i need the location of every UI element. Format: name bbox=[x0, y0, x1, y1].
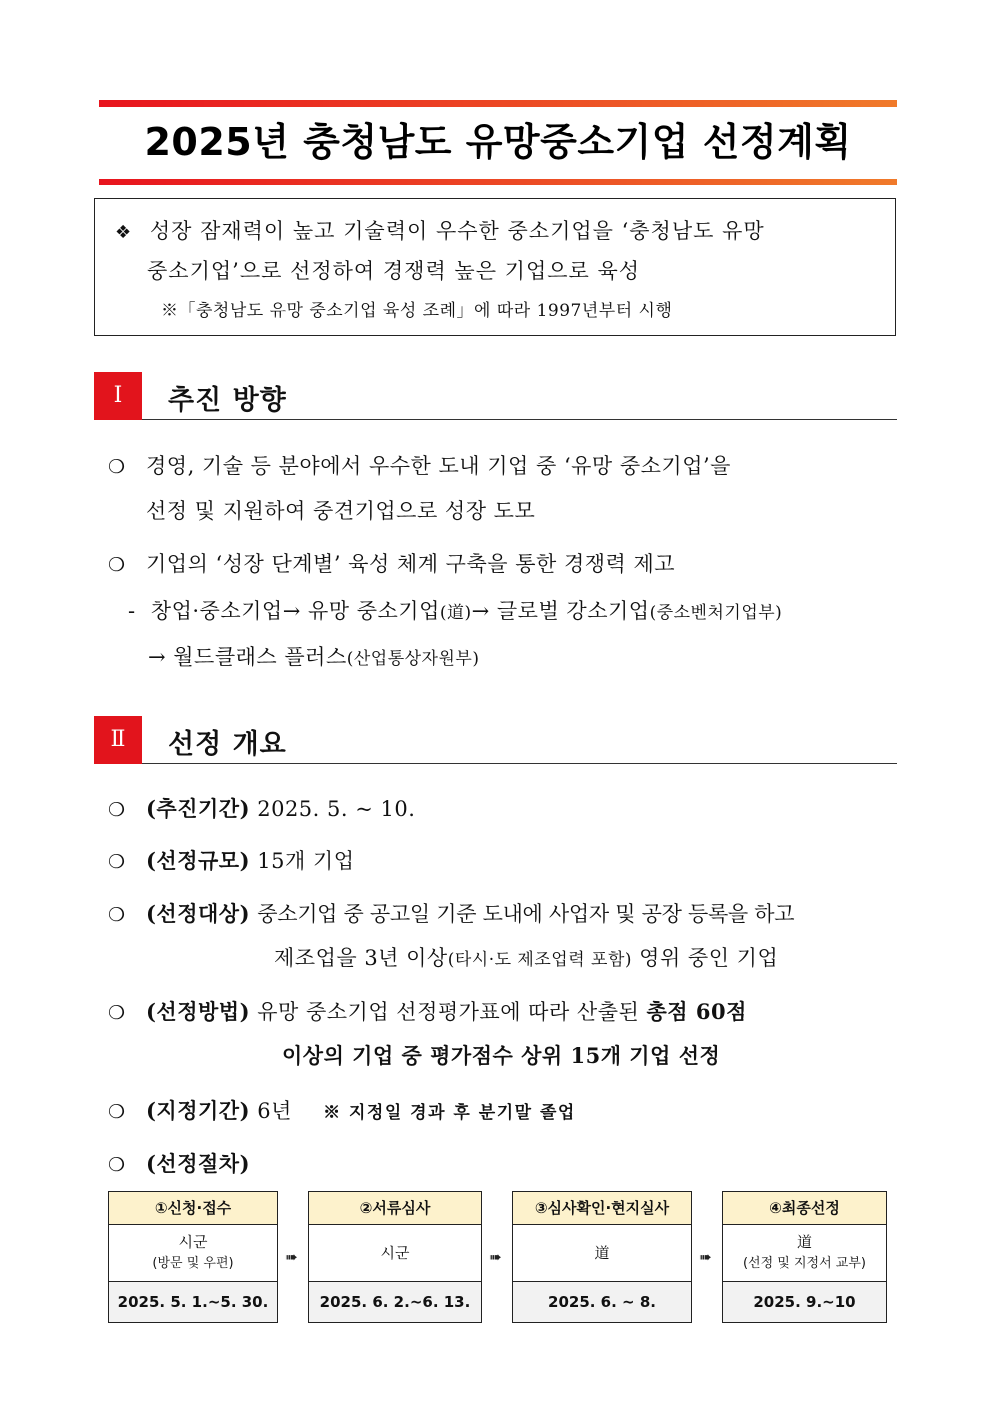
s1-item-2: ❍ 기업의 ‘성장 단계별’ 육성 체계 구축을 통한 경쟁력 제고 bbox=[108, 552, 676, 576]
arrow-icon: ➠ bbox=[285, 1248, 298, 1266]
section-1-title: 추진 방향 bbox=[168, 385, 287, 416]
step-date: 2025. 5. 1.~5. 30. bbox=[109, 1282, 277, 1322]
circle-bullet-icon: ❍ bbox=[108, 851, 126, 873]
step-body: 시군 bbox=[309, 1225, 481, 1282]
s2-period: ❍ (추진기간) 2025. 5. ~ 10. bbox=[108, 796, 416, 821]
s1-sub-item: - 창업·중소기업→ 유망 중소기업(道)→ 글로벌 강소기업(중소벤처기업부) bbox=[128, 599, 783, 623]
procedure-step-4 bbox=[722, 1191, 887, 1323]
circle-bullet-icon: ❍ bbox=[108, 1154, 126, 1176]
title-bottom-bar bbox=[99, 179, 897, 185]
section-1-rule bbox=[142, 419, 897, 420]
step-title: ①신청·접수 bbox=[109, 1192, 277, 1225]
step-body: 道 (선정 및 지정서 교부) bbox=[723, 1225, 886, 1282]
title-block bbox=[99, 100, 897, 185]
page-title: 2025년 충청남도 유망중소기업 선정계획 bbox=[144, 120, 852, 164]
step-title: ③심사확인·현지실사 bbox=[513, 1192, 691, 1225]
section-1-number: Ⅰ bbox=[94, 372, 142, 420]
procedure-step-2 bbox=[308, 1191, 482, 1323]
section-2-title: 선정 개요 bbox=[168, 729, 287, 760]
circle-bullet-icon: ❍ bbox=[108, 554, 126, 576]
step-body: 시군 (방문 및 우편) bbox=[109, 1225, 277, 1282]
procedure-step-3 bbox=[512, 1191, 692, 1323]
arrow-icon: ➠ bbox=[699, 1248, 712, 1266]
circle-bullet-icon: ❍ bbox=[108, 1101, 126, 1123]
summary-note: ※「충청남도 유망 중소기업 육성 조례」에 따라 1997년부터 시행 bbox=[161, 301, 673, 321]
section-2-rule bbox=[142, 763, 897, 764]
s2-designation: ❍ (지정기간) 6년 ※ 지정일 경과 후 분기말 졸업 bbox=[108, 1098, 576, 1123]
section-1-header bbox=[94, 372, 897, 420]
s1-sub-item-cont: → 월드클래스 플러스(산업통상자원부) bbox=[148, 645, 480, 669]
summary-box bbox=[94, 198, 896, 336]
s2-scale: ❍ (선정규모) 15개 기업 bbox=[108, 848, 355, 873]
s2-target-cont: 제조업을 3년 이상(타시·도 제조업력 포함) 영위 중인 기업 bbox=[274, 946, 779, 970]
s2-target: ❍ (선정대상) 중소기업 중 공고일 기준 도내에 사업자 및 공장 등록을 하고 bbox=[108, 901, 795, 926]
s2-method-cont: 이상의 기업 중 평가점수 상위 15개 기업 선정 bbox=[282, 1043, 721, 1068]
circle-bullet-icon: ❍ bbox=[108, 456, 126, 478]
diamond-bullet-icon: ❖ bbox=[115, 222, 133, 243]
step-date: 2025. 9.~10 bbox=[723, 1282, 886, 1322]
step-title: ②서류심사 bbox=[309, 1192, 481, 1225]
step-date: 2025. 6. 2.~6. 13. bbox=[309, 1282, 481, 1322]
circle-bullet-icon: ❍ bbox=[108, 1002, 126, 1024]
step-date: 2025. 6. ~ 8. bbox=[513, 1282, 691, 1322]
summary-line-2: 중소기업’으로 선정하여 경쟁력 높은 기업으로 육성 bbox=[147, 259, 641, 283]
procedure-step-1 bbox=[108, 1191, 278, 1323]
designation-note: ※ 지정일 경과 후 분기말 졸업 bbox=[323, 1103, 576, 1123]
s1-item-1: ❍ 경영, 기술 등 분야에서 우수한 도내 기업 중 ‘유망 중소기업’을 bbox=[108, 454, 731, 478]
circle-bullet-icon: ❍ bbox=[108, 799, 126, 821]
section-2-header bbox=[94, 716, 897, 764]
dash-bullet: - bbox=[128, 599, 136, 623]
title-top-bar bbox=[99, 100, 897, 107]
s2-procedure: ❍ (선정절차) bbox=[108, 1151, 251, 1176]
summary-line-1: 성장 잠재력이 높고 기술력이 우수한 중소기업을 ‘충청남도 유망 bbox=[149, 219, 765, 243]
section-2-number: Ⅱ bbox=[94, 716, 142, 764]
circle-bullet-icon: ❍ bbox=[108, 904, 126, 926]
step-title: ④최종선정 bbox=[723, 1192, 886, 1225]
arrow-icon: ➠ bbox=[489, 1248, 502, 1266]
step-body: 道 bbox=[513, 1225, 691, 1282]
s1-item-1-cont: 선정 및 지원하여 중견기업으로 성장 도모 bbox=[146, 499, 536, 523]
s2-method: ❍ (선정방법) 유망 중소기업 선정평가표에 따라 산출된 총점 60점 bbox=[108, 999, 747, 1024]
